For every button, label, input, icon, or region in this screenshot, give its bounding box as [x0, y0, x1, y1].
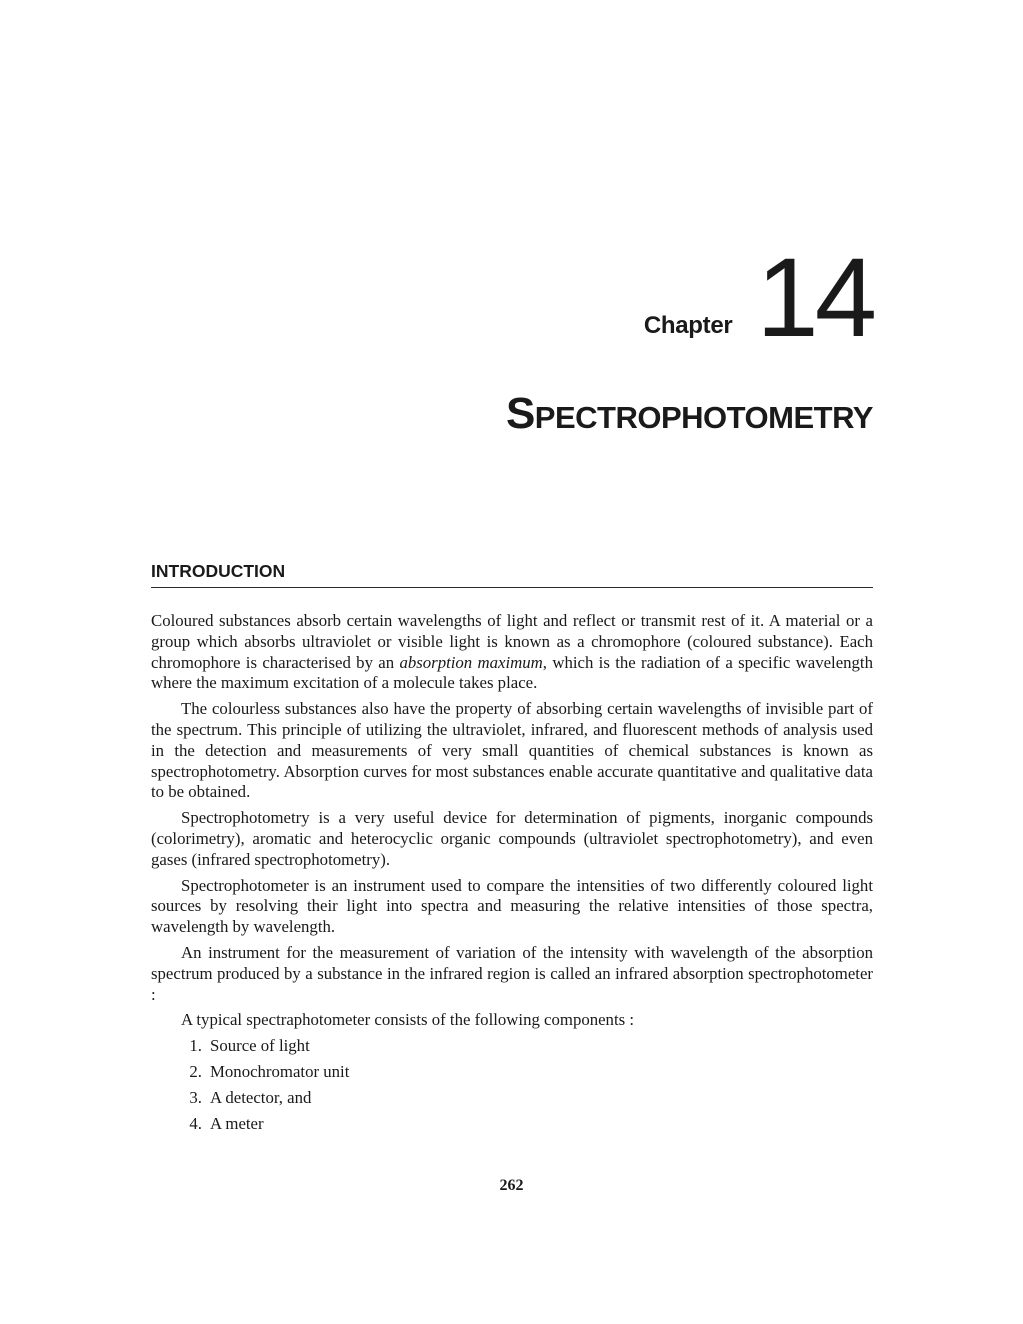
- chapter-number: 14: [756, 235, 873, 360]
- paragraph-5: An instrument for the measurement of variation of the intensity with wavelength of the absorption spectrum produced by a substance in the infrared region is called an infrared absorption spectrophotometer :: [151, 942, 873, 1004]
- list-item-text: Source of light: [210, 1036, 310, 1056]
- chapter-heading: [643, 235, 873, 360]
- paragraph-1: [151, 611, 873, 694]
- chapter-label: Chapter: [643, 312, 733, 339]
- paragraph-1-text-a: Coloured substances absorb certain wavelengths of light and reflect or transmit rest of it. A material or a group which absorbs ultraviolet or visible light is known as a chromophore (coloured substance). Each chromophore is characterised by an: [151, 611, 873, 672]
- paragraph-4: Spectrophotometer is an instrument used to compare the intensities of two differently coloured light sources by resolving their light into spectra and measuring the relative intensities of those spectra, wavelength by wavelength.: [151, 875, 873, 937]
- list-item: [151, 1114, 873, 1140]
- list-item-text: A meter: [210, 1114, 264, 1134]
- paragraph-2: The colourless substances also have the property of absorbing certain wavelengths of invisible part of the spectrum. This principle of utilizing the ultraviolet, infrared, and fluorescent methods of analysis used in the detection and measurements of very small quantities of chemical substances is known as spectrophotometry. Absorption curves for most substances enable accurate quantitative and qualitative data to be obtained.: [151, 699, 873, 802]
- list-item-number: 1.: [189, 1036, 202, 1056]
- chapter-title-rest: PECTROPHOTOMETRY: [534, 400, 873, 435]
- list-item: [151, 1088, 873, 1114]
- list-item: [151, 1036, 873, 1062]
- section-divider: [151, 587, 873, 588]
- paragraph-6: A typical spectraphotometer consists of the following components :: [181, 1010, 635, 1030]
- paragraph-3: Spectrophotometry is a very useful device for determination of pigments, inorganic compounds (colorimetry), aromatic and heterocyclic organic compounds (ultraviolet spectrophotometry), and even gases (infrared spectrophotometry).: [151, 808, 873, 869]
- list-item-text: A detector, and: [210, 1088, 312, 1108]
- paragraph-1-text-b: , which is the radiation of a specific wavelength where the maximum excitation of a molecule takes place.: [151, 652, 873, 693]
- section-heading: INTRODUCTION: [151, 561, 286, 581]
- list-item-number: 3.: [189, 1088, 202, 1108]
- chapter-title: [505, 389, 873, 440]
- components-list: [151, 1036, 873, 1140]
- body-text: [151, 611, 873, 1140]
- page-number: 262: [499, 1177, 524, 1194]
- chapter-title-initial: S: [505, 389, 535, 438]
- paragraph-1-emphasis: absorption maximum: [399, 652, 543, 672]
- list-item-number: 4.: [189, 1114, 202, 1134]
- list-item-text: Monochromator unit: [210, 1062, 350, 1082]
- list-item-number: 2.: [189, 1062, 202, 1082]
- list-item: [151, 1062, 873, 1088]
